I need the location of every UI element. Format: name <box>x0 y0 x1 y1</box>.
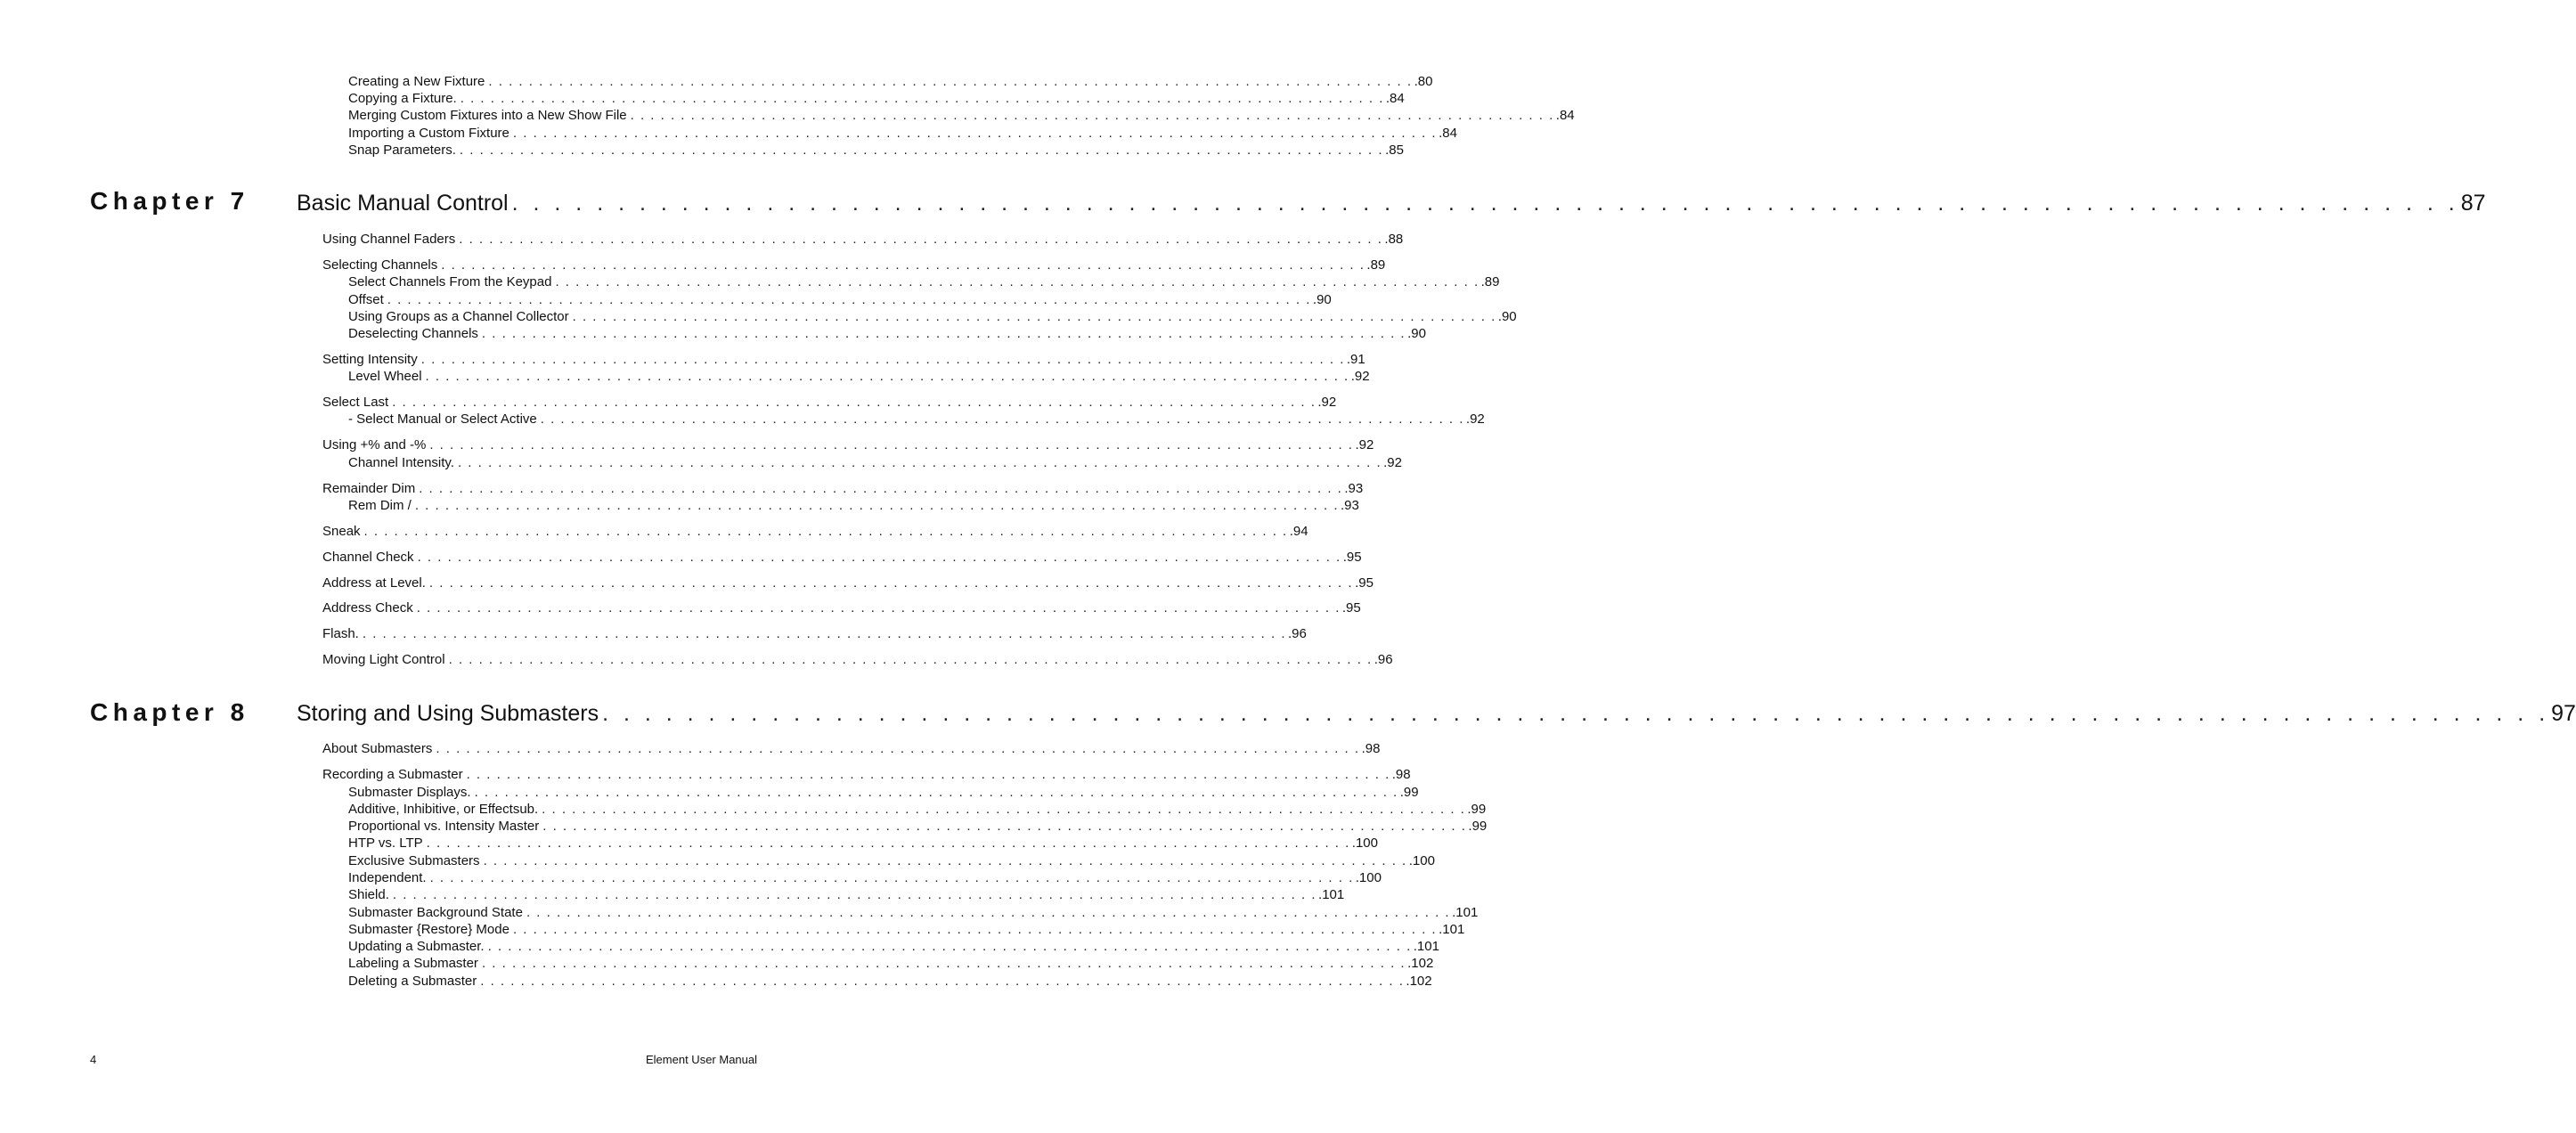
toc-entry-title: Address Check <box>322 600 413 615</box>
toc-entry-page: .84 <box>1385 91 1405 106</box>
footer-page-number: 4 <box>90 1053 97 1066</box>
toc-entry-page: .93 <box>1341 498 1359 513</box>
toc-entry[interactable] <box>348 835 1378 852</box>
toc-entry-title: Submaster Background State <box>348 905 523 920</box>
toc-entry-title: Recording a Submaster <box>322 767 463 782</box>
toc-entry[interactable] <box>348 107 1575 124</box>
toc-entry-title: Updating a Submaster. <box>348 939 485 954</box>
toc-entry[interactable] <box>348 291 1332 308</box>
toc-entry[interactable] <box>348 955 1434 972</box>
leader-dots: . . . . . . . . . . . . . . . . . . . . . . . . . . . . . . . . . . . . . . . . . . . . . . . . . . . . . . . . . . . . . . . . . . . . . . . . . . . . . . . . . . . . . . . . . . . . <box>481 956 1406 971</box>
leader-dots: . . . . . . . . . . . . . . . . . . . . . . . . . . . . . . . . . . . . . . . . . . . . . . . . . . . . . . . . . . . . . . . . . . . . . . . . . . . . . . . . . . . . . . . . . . . . <box>428 575 1354 591</box>
toc-entry-page: .84 <box>1555 108 1575 123</box>
toc-entry-title: Moving Light Control <box>322 652 445 667</box>
toc-entry-title: Independent. <box>348 870 427 885</box>
toc-entry[interactable] <box>348 273 1500 290</box>
toc-entry[interactable] <box>348 368 1370 385</box>
toc-entry-title: Using Groups as a Channel Collector <box>348 309 569 324</box>
toc-entry-title: Submaster {Restore} Mode <box>348 922 509 937</box>
toc-entry-title: Labeling a Submaster <box>348 956 478 971</box>
leader-dots: . . . . . . . . . . . . . . . . . . . . . . . . . . . . . . . . . . . . . . . . . . . . . . . . . . . . . . . . . . . . . . . . . . . . . . . . . . . . . . . . . . . . . . . . . . . . <box>417 550 1341 565</box>
leader-dots: . . . . . . . . . . . . . . . . . . . . . . . . . . . . . . . . . . . . . . . . . . . . . . . . . . . . . . . . . . . . . . . . . . . . . . . . . . . . . . . . . . . . . . . . . . . . <box>363 524 1288 539</box>
toc-entry[interactable] <box>348 411 1485 428</box>
leader-dots: . . . . . . . . . . . . . . . . . . . . . . . . . . . . . . . . . . . . . . . . . . . . . . . . . . . . . . . . . . . . . . . . . . . . . . . . . . . . . . . . . . . . . . . . . . . . <box>488 74 1413 89</box>
toc-entry[interactable] <box>322 436 1374 453</box>
toc-entry[interactable] <box>322 575 1374 591</box>
toc-entry[interactable] <box>348 784 1419 801</box>
leader-dots: . . . . . . . . . . . . . . . . . . . . . . . . . . . . . . . . . . . . . . . . . . . . . . . . . . . . . . . . . . . . . . . . . . . . . . . . . . . . . . . . . . . . . . . . . . . . <box>542 802 1466 817</box>
leader-dots: . . . . . . . . . . . . . . . . . . . . . . . . . . . . . . . . . . . . . . . . . . . . . . . . . . . . . . . . . . . . . . . . . . . . . . . . . . . . . . . . . . . . . . . . . . . . <box>416 600 1341 615</box>
leader-dots: . . . . . . . . . . . . . . . . . . . . . . . . . . . . . . . . . . . . . . . . . . . . . . . . . . . . . . . . . . . . . . . . . . . . . . . . . . . . . . . . . . . . . . . . . . . . <box>483 853 1407 868</box>
leader-dots: . . . . . . . . . . . . . . . . . . . . . . . . . . . . . . . . . . . . . . . . . . . . . . . . . . . . . . . . . . . . . . . . . . . . . . . . . . . . . . . . . . . . . . . . . . . . <box>419 481 1343 496</box>
toc-entry[interactable] <box>348 325 1426 342</box>
toc-entry-title: Shield. <box>348 887 389 902</box>
toc-entry-title: Offset <box>348 292 384 307</box>
toc-entry-page: .84 <box>1439 126 1457 141</box>
chapter-title: Basic Manual Control <box>297 191 509 216</box>
toc-entry[interactable] <box>322 394 1337 411</box>
toc-entry[interactable] <box>322 766 1411 783</box>
leader-dots: . . . . . . . . . . . . . . . . . . . . . . . . . . . . . . . . . . . . . . . . . . . . . . . . . . . . . . . . . . . . . . . . . . . . . . . . . . . . . . . . . . . . . . . . . . . . <box>457 455 1382 470</box>
leader-dots: . . . . . . . . . . . . . . . . . . . . . . . . . . . . . . . . . . . . . . . . . . . . . . . . . . . . . . . . . . . . . . . . . . . . . . . . . . . . . . . . . . . . . . . . . . . . <box>459 143 1384 158</box>
toc-entry-title: Address at Level. <box>322 575 426 591</box>
chapter-7-heading[interactable] <box>297 190 2486 216</box>
toc-entry-page: .101 <box>1318 887 1345 902</box>
toc-entry-title: Select Last <box>322 395 389 410</box>
toc-entry-page: .95 <box>1355 575 1374 591</box>
toc-entry[interactable] <box>348 852 1435 869</box>
toc-entry-title: Snap Parameters. <box>348 143 456 158</box>
leader-dots: . . . . . . . . . . . . . . . . . . . . . . . . . . . . . . . . . . . . . . . . . . . . . . . . . . . . . . . . . . . . . . . . . . . . . . . . . . . . . . . . . . . . . . . . . . . . <box>542 819 1467 834</box>
toc-entry-page: .101 <box>1413 939 1439 954</box>
toc-entry-title: Merging Custom Fixtures into a New Show File <box>348 108 627 123</box>
leader-dots: . . . . . . . . . . . . . . . . . . . . . . . . . . . . . . . . . . . . . . . . . . . . . . . . . . . . . . . . . . . . . . . . . . . . . . . . . . . . . . . . . . . . . . . . . . . . <box>572 309 1496 324</box>
leader-dots: . . . . . . . . . . . . . . . . . . . . . . . . . . . . . . . . . . . . . . . . . . . . . . . . . . . . . . . . . . . . . . . . . . . . . . . . . . . . . . . . . . . . . . . . . . . . <box>512 126 1438 141</box>
toc-entry-page: .100 <box>1351 835 1378 851</box>
leader-dots: . . . . . . . . . . . . . . . . . . . . . . . . . . . . . . . . . . . . . . . . . . . . . . . . . . . . . . . . . . . . . . . . . . . . . . . . . . . . . . . . . . . . . . . . . . . . <box>420 352 1345 367</box>
toc-entry-page: .89 <box>1480 274 1500 289</box>
toc-entry-page: .92 <box>1350 369 1370 384</box>
toc-entry-page: .98 <box>1391 767 1411 782</box>
toc-entry-page: .92 <box>1355 437 1374 452</box>
leader-dots: . . . . . . . . . . . . . . . . . . . . . . . . . . . . . . . . . . . . . . . . . . . . . . . . . . . . . . . . . . . . . . . . . . . . . . . . . . . . . . . . . . . . . . . . . . . . <box>474 785 1398 800</box>
toc-entry[interactable] <box>322 231 1404 248</box>
toc-entry-title: Channel Check <box>322 550 414 565</box>
toc-entry-title: Copying a Fixture. <box>348 91 457 106</box>
toc-entry-page: .101 <box>1452 905 1479 920</box>
toc-entry[interactable] <box>348 904 1479 921</box>
toc-entry-title: Creating a New Fixture <box>348 74 485 89</box>
toc-entry-page: .101 <box>1439 922 1465 937</box>
toc-entry[interactable] <box>348 125 1457 142</box>
leader-dots: . . . . . . . . . . . . . . . . . . . . . . . . . . . . . . . . . . . . . . . . . . . . . . . . . . . . . . . . . . . . . . . . . . . . . . . . . . . . . . . . . . . . . . . . . . . . <box>441 257 1365 273</box>
footer-manual-title: Element User Manual <box>646 1053 757 1066</box>
toc-entry-title: About Submasters <box>322 741 433 756</box>
toc-entry-page: .88 <box>1384 232 1404 247</box>
toc-entry-title: Channel Intensity. <box>348 455 454 470</box>
toc-entry-page: .102 <box>1406 974 1432 989</box>
toc-entry-page: .80 <box>1414 74 1433 89</box>
leader-dots: . . . . . . . . . . . . . . . . . . . . . . . . . . . . . . . . . . . . . . . . . . . . . . . . . . . . . . . . . . . . . . . . . . . . . . . . . . . . . . . . . . . . . . . . . . . . <box>526 905 1451 920</box>
leader-dots: . . . . . . . . . . . . . . . . . . . . . . . . . . . . . . . . . . . . . . . . . . . . . . . . . . . . . . . . . . . . . . . . . . . . . . . . . . . . . . . . . . . . . . . . . . . . <box>511 191 2459 216</box>
chapter-8-label: Chapter 8 <box>90 698 249 726</box>
toc-entry-title: Select Channels From the Keypad <box>348 274 552 289</box>
toc-entry-title: Sneak <box>322 524 361 539</box>
toc-entry-page: .90 <box>1407 326 1426 341</box>
toc-entry-page: .96 <box>1288 626 1307 641</box>
toc-entry[interactable] <box>322 740 1381 757</box>
toc-entry-page: .91 <box>1346 352 1365 367</box>
leader-dots: . . . . . . . . . . . . . . . . . . . . . . . . . . . . . . . . . . . . . . . . . . . . . . . . . . . . . . . . . . . . . . . . . . . . . . . . . . . . . . . . . . . . . . . . . . . . <box>429 437 1354 452</box>
leader-dots: . . . . . . . . . . . . . . . . . . . . . . . . . . . . . . . . . . . . . . . . . . . . . . . . . . . . . . . . . . . . . . . . . . . . . . . . . . . . . . . . . . . . . . . . . . . . <box>448 652 1373 667</box>
leader-dots: . . . . . . . . . . . . . . . . . . . . . . . . . . . . . . . . . . . . . . . . . . . . . . . . . . . . . . . . . . . . . . . . . . . . . . . . . . . . . . . . . . . . . . . . . . . . <box>414 498 1339 513</box>
toc-entry-page: .90 <box>1312 292 1332 307</box>
toc-entry-title: Additive, Inhibitive, or Effectsub. <box>348 802 539 817</box>
leader-dots: . . . . . . . . . . . . . . . . . . . . . . . . . . . . . . . . . . . . . . . . . . . . . . . . . . . . . . . . . . . . . . . . . . . . . . . . . . . . . . . . . . . . . . . . . . . . <box>630 108 1554 123</box>
toc-entry-title: Remainder Dim <box>322 481 416 496</box>
toc-entry-page: .92 <box>1317 395 1337 410</box>
toc-entry-page: .99 <box>1467 802 1487 817</box>
toc-entry-page: .102 <box>1407 956 1434 971</box>
toc-entry-title: Using +% and -% <box>322 437 427 452</box>
toc-entry-page: .96 <box>1374 652 1393 667</box>
toc-entry[interactable] <box>348 818 1488 835</box>
toc-entry[interactable] <box>322 599 1361 616</box>
leader-dots: . . . . . . . . . . . . . . . . . . . . . . . . . . . . . . . . . . . . . . . . . . . . . . . . . . . . . . . . . . . . . . . . . . . . . . . . . . . . . . . . . . . . . . . . . . . . <box>425 369 1349 384</box>
toc-entry[interactable] <box>348 921 1465 938</box>
toc-entry-page: .92 <box>1465 412 1485 427</box>
chapter-page: 97 <box>2551 701 2576 726</box>
leader-dots: . . . . . . . . . . . . . . . . . . . . . . . . . . . . . . . . . . . . . . . . . . . . . . . . . . . . . . . . . . . . . . . . . . . . . . . . . . . . . . . . . . . . . . . . . . . . <box>487 939 1412 954</box>
toc-entry-title: Using Channel Faders <box>322 232 456 247</box>
toc-entry-title: Proportional vs. Intensity Master <box>348 819 540 834</box>
toc-entry[interactable] <box>348 308 1517 325</box>
leader-dots: . . . . . . . . . . . . . . . . . . . . . . . . . . . . . . . . . . . . . . . . . . . . . . . . . . . . . . . . . . . . . . . . . . . . . . . . . . . . . . . . . . . . . . . . . . . . <box>392 395 1317 410</box>
toc-entry-page: .89 <box>1366 257 1386 273</box>
toc-entry[interactable] <box>348 886 1345 903</box>
chapter-title: Storing and Using Submasters <box>297 701 599 726</box>
leader-dots: . . . . . . . . . . . . . . . . . . . . . . . . . . . . . . . . . . . . . . . . . . . . . . . . . . . . . . . . . . . . . . . . . . . . . . . . . . . . . . . . . . . . . . . . . . . . <box>602 701 2550 726</box>
toc-entry-page: .98 <box>1361 741 1381 756</box>
toc-entry[interactable] <box>348 801 1487 818</box>
leader-dots: . . . . . . . . . . . . . . . . . . . . . . . . . . . . . . . . . . . . . . . . . . . . . . . . . . . . . . . . . . . . . . . . . . . . . . . . . . . . . . . . . . . . . . . . . . . . <box>426 835 1350 851</box>
toc-entry[interactable] <box>322 480 1364 497</box>
leader-dots: . . . . . . . . . . . . . . . . . . . . . . . . . . . . . . . . . . . . . . . . . . . . . . . . . . . . . . . . . . . . . . . . . . . . . . . . . . . . . . . . . . . . . . . . . . . . <box>512 922 1438 937</box>
toc-entry-title: Rem Dim / <box>348 498 412 513</box>
leader-dots: . . . . . . . . . . . . . . . . . . . . . . . . . . . . . . . . . . . . . . . . . . . . . . . . . . . . . . . . . . . . . . . . . . . . . . . . . . . . . . . . . . . . . . . . . . . . <box>481 326 1406 341</box>
leader-dots: . . . . . . . . . . . . . . . . . . . . . . . . . . . . . . . . . . . . . . . . . . . . . . . . . . . . . . . . . . . . . . . . . . . . . . . . . . . . . . . . . . . . . . . . . . . . <box>362 626 1287 641</box>
toc-entry-page: .100 <box>1355 870 1382 885</box>
leader-dots: . . . . . . . . . . . . . . . . . . . . . . . . . . . . . . . . . . . . . . . . . . . . . . . . . . . . . . . . . . . . . . . . . . . . . . . . . . . . . . . . . . . . . . . . . . . . <box>555 274 1480 289</box>
toc-entry[interactable] <box>322 625 1307 642</box>
toc-entry-title: Setting Intensity <box>322 352 418 367</box>
toc-entry-page: .90 <box>1497 309 1517 324</box>
leader-dots: . . . . . . . . . . . . . . . . . . . . . . . . . . . . . . . . . . . . . . . . . . . . . . . . . . . . . . . . . . . . . . . . . . . . . . . . . . . . . . . . . . . . . . . . . . . . <box>460 91 1384 106</box>
toc-entry-title: - Select Manual or Select Active <box>348 412 537 427</box>
toc-entry[interactable] <box>348 142 1404 159</box>
toc-entry-page: .93 <box>1344 481 1364 496</box>
toc-entry-page: .99 <box>1468 819 1488 834</box>
toc-entry-page: .94 <box>1289 524 1308 539</box>
toc-entry-title: Deselecting Channels <box>348 326 478 341</box>
leader-dots: . . . . . . . . . . . . . . . . . . . . . . . . . . . . . . . . . . . . . . . . . . . . . . . . . . . . . . . . . . . . . . . . . . . . . . . . . . . . . . . . . . . . . . . . . . . . <box>392 887 1317 902</box>
toc-entry[interactable] <box>322 651 1393 668</box>
toc-entry-page: .92 <box>1383 455 1402 470</box>
toc-entry-title: HTP vs. LTP <box>348 835 423 851</box>
toc-entry-page: .99 <box>1399 785 1419 800</box>
toc-entry-title: Deleting a Submaster <box>348 974 477 989</box>
leader-dots: . . . . . . . . . . . . . . . . . . . . . . . . . . . . . . . . . . . . . . . . . . . . . . . . . . . . . . . . . . . . . . . . . . . . . . . . . . . . . . . . . . . . . . . . . . . . <box>466 767 1390 782</box>
toc-entry[interactable] <box>348 90 1405 107</box>
toc-entry[interactable] <box>348 497 1359 514</box>
toc-entry-page: .100 <box>1408 853 1435 868</box>
toc-entry[interactable] <box>348 973 1432 990</box>
chapter-7-label: Chapter 7 <box>90 187 249 215</box>
toc-entry[interactable] <box>348 938 1439 955</box>
toc-entry-page: .85 <box>1385 143 1404 158</box>
toc-entry[interactable] <box>348 454 1402 471</box>
chapter-page: 87 <box>2460 191 2486 216</box>
leader-dots: . . . . . . . . . . . . . . . . . . . . . . . . . . . . . . . . . . . . . . . . . . . . . . . . . . . . . . . . . . . . . . . . . . . . . . . . . . . . . . . . . . . . . . . . . . . . <box>436 741 1360 756</box>
toc-entry[interactable] <box>322 549 1362 566</box>
leader-dots: . . . . . . . . . . . . . . . . . . . . . . . . . . . . . . . . . . . . . . . . . . . . . . . . . . . . . . . . . . . . . . . . . . . . . . . . . . . . . . . . . . . . . . . . . . . . <box>480 974 1405 989</box>
toc-entry-page: .95 <box>1341 600 1361 615</box>
toc-entry[interactable] <box>348 73 1433 90</box>
toc-entry-title: Selecting Channels <box>322 257 438 273</box>
toc-entry-title: Exclusive Submasters <box>348 853 480 868</box>
leader-dots: . . . . . . . . . . . . . . . . . . . . . . . . . . . . . . . . . . . . . . . . . . . . . . . . . . . . . . . . . . . . . . . . . . . . . . . . . . . . . . . . . . . . . . . . . . . . <box>429 870 1354 885</box>
leader-dots: . . . . . . . . . . . . . . . . . . . . . . . . . . . . . . . . . . . . . . . . . . . . . . . . . . . . . . . . . . . . . . . . . . . . . . . . . . . . . . . . . . . . . . . . . . . . <box>540 412 1464 427</box>
toc-entry-title: Flash. <box>322 626 359 641</box>
toc-entry[interactable] <box>322 523 1308 540</box>
toc-entry[interactable] <box>322 351 1365 368</box>
toc-entry-title: Importing a Custom Fixture <box>348 126 509 141</box>
toc-entry-title: Level Wheel <box>348 369 422 384</box>
toc-entry-page: .95 <box>1342 550 1362 565</box>
chapter-8-heading[interactable] <box>297 700 2576 727</box>
toc-entry[interactable] <box>348 869 1382 886</box>
leader-dots: . . . . . . . . . . . . . . . . . . . . . . . . . . . . . . . . . . . . . . . . . . . . . . . . . . . . . . . . . . . . . . . . . . . . . . . . . . . . . . . . . . . . . . . . . . . . <box>459 232 1383 247</box>
toc-entry[interactable] <box>322 257 1386 273</box>
toc-entry-title: Submaster Displays. <box>348 785 471 800</box>
leader-dots: . . . . . . . . . . . . . . . . . . . . . . . . . . . . . . . . . . . . . . . . . . . . . . . . . . . . . . . . . . . . . . . . . . . . . . . . . . . . . . . . . . . . . . . . . . . . <box>387 292 1311 307</box>
